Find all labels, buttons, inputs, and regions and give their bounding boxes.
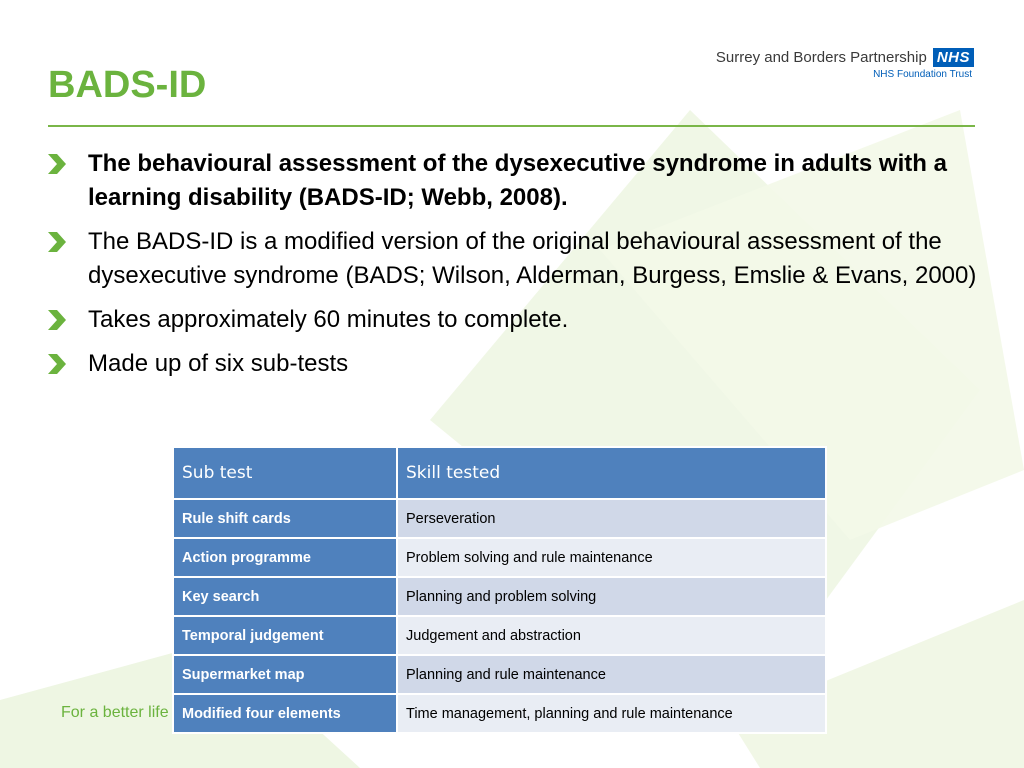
- chevron-right-icon: [48, 310, 66, 330]
- nhs-trust-logo: [716, 48, 974, 80]
- sub-test-cell: Temporal judgement: [173, 616, 397, 655]
- skill-cell: Judgement and abstraction: [397, 616, 826, 655]
- table-row: [173, 655, 826, 694]
- bullet-item: [48, 347, 978, 381]
- title-divider: [48, 125, 975, 127]
- header-sub-test: Sub test: [173, 447, 397, 499]
- footer-tagline: For a better life: [61, 704, 169, 721]
- subtests-table-container: [172, 446, 827, 734]
- skill-cell: Planning and rule maintenance: [397, 655, 826, 694]
- logo-trust-name: Surrey and Borders Partnership: [715, 49, 927, 66]
- sub-test-cell: Modified four elements: [173, 694, 397, 733]
- skill-cell: Time management, planning and rule maintenance: [397, 694, 826, 733]
- table-row: [173, 538, 826, 577]
- chevron-right-icon: [48, 354, 66, 374]
- table-header-row: [173, 447, 826, 499]
- skill-cell: Planning and problem solving: [397, 577, 826, 616]
- logo-subtitle: NHS Foundation Trust: [873, 69, 972, 80]
- bullet-text: The behavioural assessment of the dysexecutive syndrome in adults with a learning disability (BADS-ID; Webb, 2008).: [88, 150, 947, 211]
- table-row: [173, 577, 826, 616]
- bullet-text: Takes approximately 60 minutes to complete.: [88, 306, 569, 333]
- bullet-item: [48, 147, 978, 215]
- header-skill-tested: Skill tested: [397, 447, 826, 499]
- chevron-right-icon: [48, 232, 66, 252]
- bullet-item: [48, 225, 978, 293]
- skill-cell: Problem solving and rule maintenance: [397, 538, 826, 577]
- sub-test-cell: Supermarket map: [173, 655, 397, 694]
- skill-cell: Perseveration: [397, 499, 826, 538]
- table-row: [173, 694, 826, 733]
- bullet-text: The BADS-ID is a modified version of the original behavioural assessment of the dysexecutive syndrome (BADS; Wilson, Alderman, Burgess, Emslie & Evans, 2000): [88, 228, 977, 289]
- sub-test-cell: Rule shift cards: [173, 499, 397, 538]
- subtests-table: [172, 446, 827, 734]
- slide-title: BADS-ID: [48, 64, 207, 106]
- sub-test-cell: Key search: [173, 577, 397, 616]
- table-row: [173, 499, 826, 538]
- nhs-badge: NHS: [933, 48, 974, 67]
- chevron-right-icon: [48, 154, 66, 174]
- bullet-list: [48, 147, 978, 391]
- bullet-item: [48, 303, 978, 337]
- bullet-text: Made up of six sub-tests: [88, 350, 349, 377]
- table-row: [173, 616, 826, 655]
- sub-test-cell: Action programme: [173, 538, 397, 577]
